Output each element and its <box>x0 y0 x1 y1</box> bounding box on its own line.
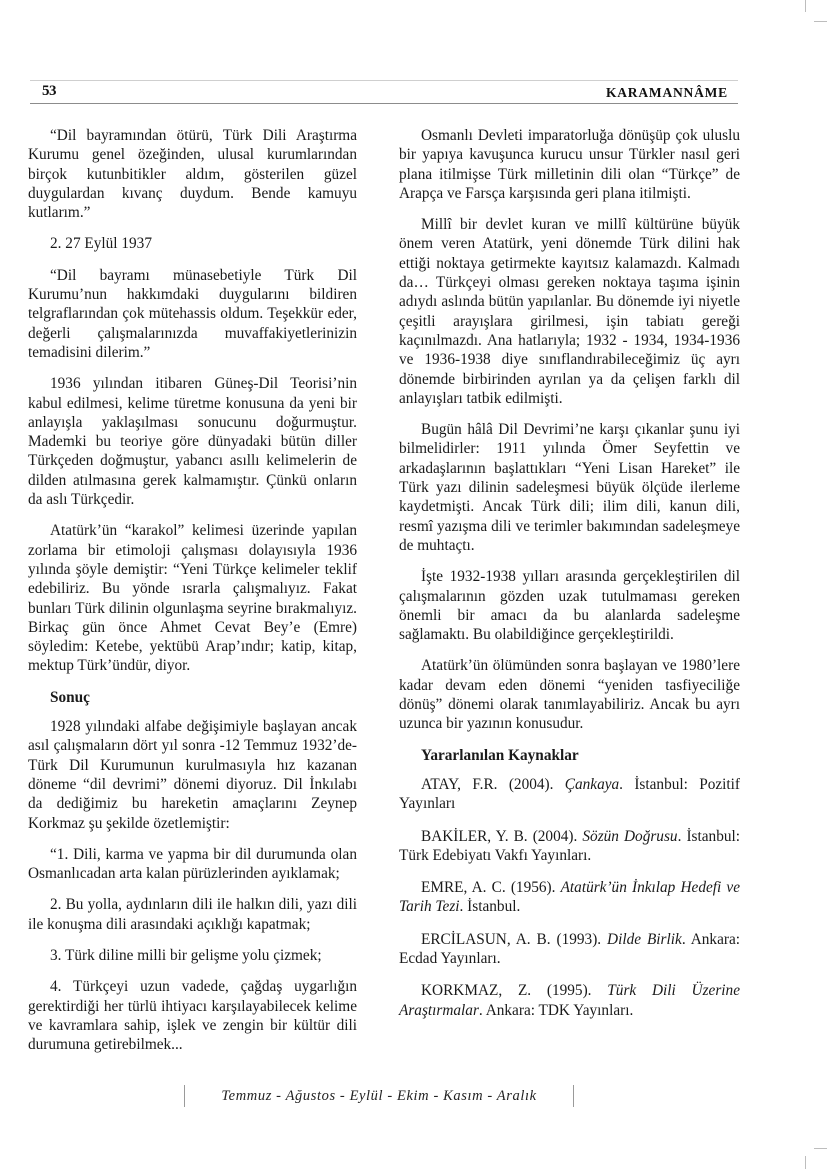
body-paragraph: 1928 yılındaki alfabe değişimiyle başlayan ancak asıl çalışmaların dört yıl sonra -12 Temmuz 1932’de- Türk Dil Kurumunun kurulmasıyla hız kazanan döneme “dil devrimi” dönemi diyoruz. Dil İnkılabı da dediğimiz bu hareketin amaçlarını Zeynep Korkmaz şu şekilde özetlemiştir: <box>28 718 357 832</box>
reference-item <box>399 981 740 1020</box>
right-column <box>399 126 740 1033</box>
reference-title: Atatürk’ün İnkılap Hedefi ve Tarih Tezi <box>399 879 740 916</box>
reference-item <box>399 878 740 917</box>
body-paragraph: 1936 yılından itibaren Güneş-Dil Teorisi’nin kabul edilmesi, kelime türetme konusuna da yeni bir anlayışla yaklaşılması sonucunu doğurmuştur. Mademki bu teoriye göre dünyadaki bütün diller Türkçeden doğmuştur, yabancı asıllı kelimelerin de dilden atılmasına gerek kalmamıştır. Çünkü onların da aslı Türkçedir. <box>28 375 357 509</box>
reference-author: ATAY, F.R. (2004). <box>421 775 565 793</box>
reference-item <box>399 827 740 866</box>
running-footer: Temmuz - Ağustos - Eylül - Ekim - Kasım - Aralık <box>184 1085 574 1107</box>
reference-publisher: . İstanbul: Türk Edebiyatı Vakfı Yayınları. <box>399 827 740 864</box>
list-item: “1. Dili, karma ve yapma bir dil durumunda olan Osmanlıcadan arta kalan pürüzlerinden ayıklamak; <box>28 845 357 883</box>
left-column <box>28 126 357 1066</box>
list-item: 2. Bu yolla, aydınların dili ile halkın dili, yazı dili ile konuşma dili arasındaki açıklığı kapatmak; <box>28 896 357 933</box>
reference-publisher: . Ankara: TDK Yayınları. <box>478 1001 634 1019</box>
list-item: 4. Türkçeyi uzun vadede, çağdaş uygarlığın gerektirdiği her türlü ihtiyacı karşılayabilecek kelime ve kavramlara sahip, işlek ve zengin bir kültür dili durumuna getirebilmek... <box>28 978 357 1054</box>
reference-title: Çankaya <box>564 775 620 793</box>
reference-publisher: . İstanbul: Pozitif Yayınları <box>399 775 740 813</box>
crop-mark-bottom-horizontal <box>814 1148 827 1149</box>
reference-title: Türk Dili Üzerine Araştırmalar <box>399 982 740 1019</box>
crop-mark-bottom-vertical <box>805 1156 806 1169</box>
reference-author: BAKİLER, Y. B. (2004). <box>421 827 583 845</box>
quote-paragraph: “Dil bayramından ötürü, Türk Dili Araştırma Kurumu genel özeğinden, ulusal kurumlarından birçok kutunbitikler aldım, gösterilen güzel duygulardan kıvanç duydum. Bende kamuyu kutlarım.” <box>28 127 357 222</box>
reference-author: EMRE, A. C. (1956). <box>421 879 561 897</box>
list-item: 3. Türk diline milli bir gelişme yolu çizmek; <box>50 946 322 964</box>
reference-author: KORKMAZ, Z. (1995). <box>421 982 608 1000</box>
reference-item <box>399 930 740 969</box>
reference-author: ERCİLASUN, A. B. (1993). <box>421 930 608 948</box>
body-paragraph: Bugün hâlâ Dil Devrimi’ne karşı çıkanlar şunu iyi bilmelidirler: 1911 yılında Ömer Seyfettin ve arkadaşlarının başlattıkları “Yeni Lisan Hareket” ile Türk yazı dilinin sadeleşmesi büyük ölçüde ilerleme kaydetmişti. Ancak Türk dili; ilim dili, kanun dili, resmî yazışma dili ve terimler bakımından sadeleşmeye de muhtaçtı. <box>399 421 740 554</box>
date-line: 2. 27 Eylül 1937 <box>50 235 152 253</box>
body-paragraph: Atatürk’ün “karakol” kelimesi üzerinde yapılan zorlama bir etimoloji çalışması dolayısıyla 1936 yılında şöyle demiştir: “Yeni Türkçe kelimeler teklif edebiliriz. Bu yönde ısrarla çalışmalıyız. Fakat bunları Türk dilinin olgunlaşma seyrine bırakmalıyız. Birkaç gün önce Ahmet Cevat Bey’e (Emre) söyledim: Ketebe, yektübü Arap’ındır; katip, kitap, mektup Türk’ündür, diyor. <box>28 522 357 675</box>
reference-publisher: . Ankara: Ecdad Yayınları. <box>399 930 740 967</box>
crop-mark-top-horizontal <box>814 21 827 22</box>
reference-title: Sözün Doğrusu <box>582 827 678 845</box>
page-number: 53 <box>42 83 56 99</box>
reference-item <box>399 775 740 814</box>
crop-mark-top-vertical <box>805 0 806 12</box>
quote-paragraph: “Dil bayramı münasebetiyle Türk Dil Kurumu’nun hakkımdaki duygularını bildiren telgraflarından çok mütehassis oldum. Teşekkür eder, değerli çalışmalarınızda muvaffakiyetlerinizin temadisini dilerim.” <box>28 266 357 361</box>
reference-title: Dilde Birlik <box>607 930 682 948</box>
section-heading-sonuc: Sonuç <box>50 688 90 706</box>
body-paragraph: Atatürk’ün ölümünden sonra başlayan ve 1980’lere kadar devam eden dönemi “yeniden tasfiyeciliğe dönüş” dönemi olarak tanımlayabiliriz. Ancak bu ayrı uzunca bir yazının konusudur. <box>399 657 740 733</box>
body-paragraph: İşte 1932-1938 yılları arasında gerçekleştirilen dil çalışmalarının gözden uzak tutulmaması gereken önemli bir amacı da bu alanlarda sadeleşme sağlamaktı. Bu olabildiğince gerçekleştirildi. <box>399 568 740 644</box>
section-heading-references: Yararlanılan Kaynaklar <box>421 746 579 764</box>
body-paragraph: Millî bir devlet kuran ve millî kültürüne büyük önem veren Atatürk, yeni dönemde Türk dilini hak ettiği noktaya getirmekte kayıtsız kalamazdı. Kalmadı da… Türkçeyi olması gereken noktaya taşıma işinin adıydı aslında bütün yapılanlar. Bu dönemde iyi niyetle çeşitli arayışlara girilmesi, işin tabiatı gereği kaçınılmazdı. Ana hatlarıyla; 1932 - 1934, 1934-1936 ve 1936-1938 diye sınıflandırabileceğimiz üç ayrı dönemde birbirinden ayrılan ya da çelişen farklı dil anlayışları tatbik edilmişti. <box>399 216 740 407</box>
reference-publisher: . İstanbul. <box>459 898 521 916</box>
running-header <box>30 80 738 104</box>
journal-name: KARAMANNÂME <box>605 85 728 100</box>
body-paragraph: Osmanlı Devleti imparatorluğa dönüşüp çok uluslu bir yapıya kavuşunca kurucu unsur Türkler nasıl geri plana itilmişse Türk milletinin dili olan “Türkçe” de Arapça ve Farsça karşısında geri plana itilmişti. <box>399 127 740 202</box>
